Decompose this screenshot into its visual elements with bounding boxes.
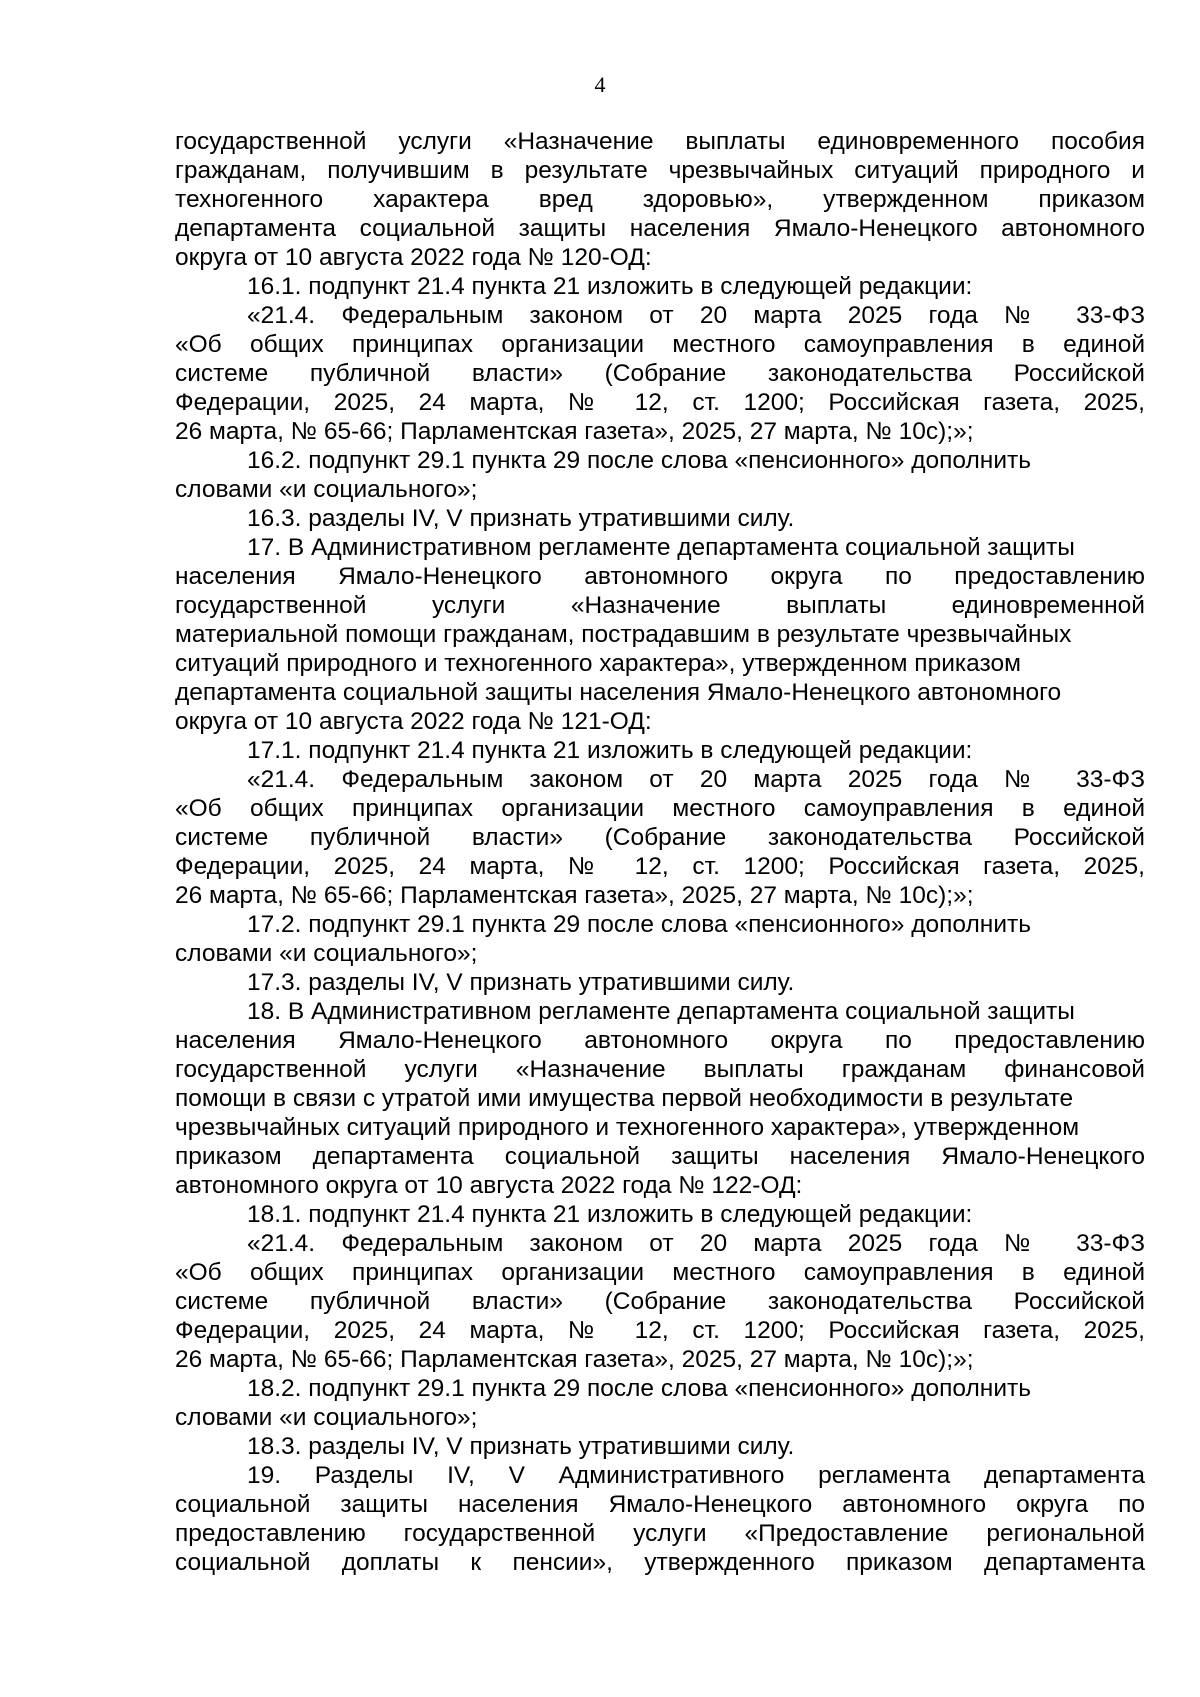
text-line: департамента социальной защиты населения Ямало-Ненецкого автономного [175, 679, 1062, 706]
text-line: «21.4. Федеральным законом от 20 марта 2025 года № 33-ФЗ [247, 1230, 1145, 1257]
paragraph-17 [175, 533, 1145, 736]
text-line: 16.3. разделы IV, V признать утратившими силу. [247, 505, 795, 532]
text-line: Федерации, 2025, 24 марта, № 12, ст. 1200; Российская газета, 2025, [175, 389, 1145, 416]
paragraph-17-2 [175, 910, 1145, 968]
text-line: 17.1. подпункт 21.4 пункта 21 изложить в следующей редакции: [247, 737, 973, 764]
text-line: 16.1. подпункт 21.4 пункта 21 изложить в следующей редакции: [247, 273, 973, 300]
paragraph-18-1 [175, 1200, 1145, 1229]
text-line: словами «и социального»; [175, 476, 478, 503]
text-line: словами «и социального»; [175, 940, 478, 967]
text-line: 19. Разделы IV, V Административного регламента департамента [247, 1462, 1145, 1489]
text-line: 18.1. подпункт 21.4 пункта 21 изложить в следующей редакции: [247, 1201, 973, 1228]
text-line: системе публичной власти» (Собрание законодательства Российской [175, 1288, 1145, 1315]
paragraph-18-2 [175, 1374, 1145, 1432]
text-line: 18.2. подпункт 29.1 пункта 29 после слова «пенсионного» дополнить [247, 1375, 1031, 1402]
paragraph-16-1-quote [175, 301, 1145, 446]
text-line: государственной услуги «Назначение выплаты гражданам финансовой [175, 1056, 1145, 1083]
paragraph-18-1-quote [175, 1229, 1145, 1374]
text-line: населения Ямало-Ненецкого автономного округа по предоставлению [175, 563, 1145, 590]
paragraph-18 [175, 997, 1145, 1200]
paragraph-continuation [175, 127, 1145, 272]
text-line: материальной помощи гражданам, пострадавшим в результате чрезвычайных [175, 621, 1072, 648]
page-number: 4 [594, 72, 606, 97]
text-line: округа от 10 августа 2022 года № 121-ОД: [175, 708, 652, 735]
text-line: ситуаций природного и техногенного характера», утвержденном приказом [175, 650, 1021, 677]
text-line: 18.3. разделы IV, V признать утратившими силу. [247, 1433, 795, 1460]
text-line: «21.4. Федеральным законом от 20 марта 2025 года № 33-ФЗ [247, 766, 1145, 793]
text-line: социальной доплаты к пенсии», утвержденного приказом департамента [175, 1549, 1145, 1576]
paragraph-19 [175, 1461, 1145, 1577]
text-line: Федерации, 2025, 24 марта, № 12, ст. 1200; Российская газета, 2025, [175, 853, 1145, 880]
text-line: предоставлению государственной услуги «Предоставление региональной [175, 1520, 1145, 1547]
text-line: 16.2. подпункт 29.1 пункта 29 после слова «пенсионного» дополнить [247, 447, 1031, 474]
text-line: «Об общих принципах организации местного самоуправления в единой [175, 1259, 1145, 1286]
text-line: 17.2. подпункт 29.1 пункта 29 после слова «пенсионного» дополнить [247, 911, 1031, 938]
text-line: словами «и социального»; [175, 1404, 478, 1431]
text-line: 17. В Административном регламенте департамента социальной защиты [247, 534, 1075, 561]
text-line: государственной услуги «Назначение выплаты единовременной [175, 592, 1145, 619]
document-body [175, 127, 1145, 1577]
paragraph-18-3 [175, 1432, 1145, 1461]
paragraph-16-3 [175, 504, 1145, 533]
text-line: 26 марта, № 65-66; Парламентская газета», 2025, 27 марта, № 10с);»; [175, 882, 974, 909]
paragraph-17-3 [175, 968, 1145, 997]
text-line: округа от 10 августа 2022 года № 120-ОД: [175, 244, 652, 271]
text-line: «21.4. Федеральным законом от 20 марта 2025 года № 33-ФЗ [247, 302, 1145, 329]
text-line: департамента социальной защиты населения Ямало-Ненецкого автономного [175, 215, 1145, 242]
paragraph-16-1 [175, 272, 1145, 301]
paragraph-17-1-quote [175, 765, 1145, 910]
text-line: системе публичной власти» (Собрание законодательства Российской [175, 360, 1145, 387]
text-line: 26 марта, № 65-66; Парламентская газета», 2025, 27 марта, № 10с);»; [175, 418, 974, 445]
text-line: 18. В Административном регламенте департамента социальной защиты [247, 998, 1075, 1025]
text-line: государственной услуги «Назначение выплаты единовременного пособия [175, 128, 1145, 155]
text-line: приказом департамента социальной защиты населения Ямало-Ненецкого [175, 1143, 1145, 1170]
text-line: автономного округа от 10 августа 2022 года № 122-ОД: [175, 1172, 803, 1199]
text-line: помощи в связи с утратой ими имущества первой необходимости в результате [175, 1085, 1074, 1112]
paragraph-17-1 [175, 736, 1145, 765]
text-line: гражданам, получившим в результате чрезвычайных ситуаций природного и [175, 157, 1145, 184]
text-line: социальной защиты населения Ямало-Ненецкого автономного округа по [175, 1491, 1145, 1518]
text-line: Федерации, 2025, 24 марта, № 12, ст. 1200; Российская газета, 2025, [175, 1317, 1145, 1344]
text-line: населения Ямало-Ненецкого автономного округа по предоставлению [175, 1027, 1145, 1054]
text-line: 26 марта, № 65-66; Парламентская газета», 2025, 27 марта, № 10с);»; [175, 1346, 974, 1373]
text-line: 17.3. разделы IV, V признать утратившими силу. [247, 969, 795, 996]
text-line: техногенного характера вред здоровью», утвержденном приказом [175, 186, 1145, 213]
text-line: «Об общих принципах организации местного самоуправления в единой [175, 795, 1145, 822]
paragraph-16-2 [175, 446, 1145, 504]
text-line: системе публичной власти» (Собрание законодательства Российской [175, 824, 1145, 851]
text-line: чрезвычайных ситуаций природного и техногенного характера», утвержденном [175, 1114, 1080, 1141]
text-line: «Об общих принципах организации местного самоуправления в единой [175, 331, 1145, 358]
